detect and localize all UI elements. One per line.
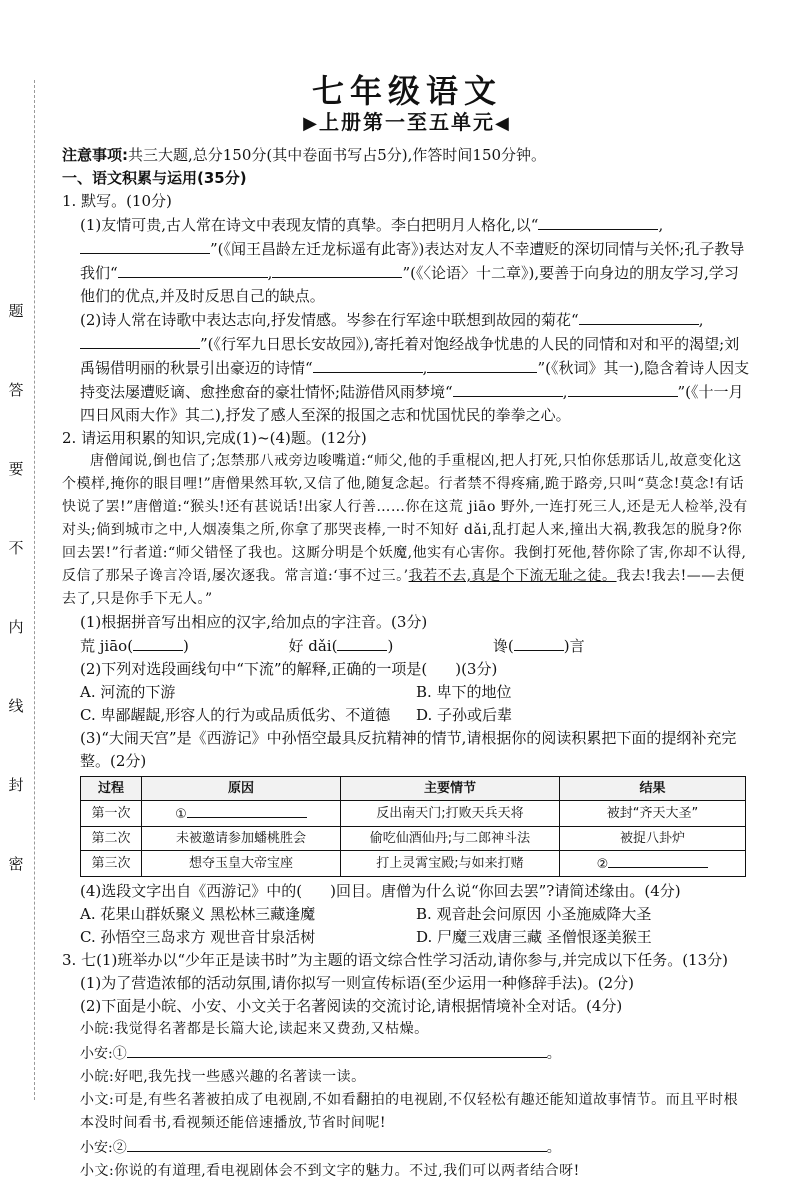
table-header-row xyxy=(81,777,746,801)
table-cell: 未被邀请参加蟠桃胜会 xyxy=(142,827,341,851)
answer-blank[interactable] xyxy=(127,1041,547,1058)
q1-text: ”(《行军九日思长安故园》),寄托着对饱经战争忧患的人民的同情和对和平的渴望;刘禹锡借明丽的秋景引出豪迈的诗情“ xyxy=(80,335,740,377)
blank-marker: ① xyxy=(175,807,187,822)
option-d: D. 尸魔三戏唐三藏 圣僧恨逐美猴王 xyxy=(416,928,652,946)
binding-dashed-line xyxy=(34,80,35,1100)
table-cell: 想夺玉皇大帝宝座 xyxy=(142,851,341,877)
answer-blank[interactable] xyxy=(187,801,307,818)
q2-heading: 2. 请运用积累的知识,完成(1)~(4)题。(12分) xyxy=(62,429,367,447)
option-row xyxy=(62,704,752,727)
q2-sub3: (3)“大闹天宫”是《西游记》中孙悟空最具反抗精神的情节,请根据你的阅读积累把下面的提纲补充完整。(2分) xyxy=(80,729,737,770)
table-cell: 被捉八卦炉 xyxy=(560,827,746,851)
option-c: C. 卑鄙龌龊,形容人的行为或品质低劣、不道德 xyxy=(80,706,391,724)
comma: , xyxy=(267,264,273,282)
paren: )言 xyxy=(563,637,585,655)
table-cell: 打上灵霄宝殿;与如来打赌 xyxy=(341,851,560,877)
answer-blank[interactable] xyxy=(579,308,699,325)
table-header: 结果 xyxy=(560,777,746,801)
story-text: 我去!我去!——去便去了,只是你手下无人。” xyxy=(62,568,745,607)
binding-char: 密 xyxy=(8,855,24,873)
binding-char: 题 xyxy=(8,302,24,320)
subtitle-text: 上册第一至五单元 xyxy=(319,110,495,134)
q1-text: (1)友情可贵,古人常在诗文中表现友情的真挚。李白把明月人格化,以“ xyxy=(80,216,539,234)
paren: ) xyxy=(387,637,394,655)
option-row xyxy=(62,681,752,704)
option-b: B. 卑下的地位 xyxy=(416,683,512,701)
table-row xyxy=(81,851,746,877)
answer-blank[interactable] xyxy=(568,380,678,397)
period: 。 xyxy=(546,1046,561,1062)
comma: , xyxy=(658,216,664,234)
option-a: A. 河流的下游 xyxy=(80,683,176,701)
table-cell[interactable] xyxy=(142,801,341,827)
answer-blank[interactable] xyxy=(337,634,387,651)
option-b: B. 观音赴会问原因 小圣施威降大圣 xyxy=(416,905,652,923)
answer-blank[interactable] xyxy=(272,261,402,278)
q3-sub2: (2)下面是小皖、小安、小文关于名著阅读的交流讨论,请根据情境补全对话。(4分) xyxy=(80,997,623,1015)
comma: , xyxy=(422,359,428,377)
blank-marker: ② xyxy=(596,857,609,872)
answer-blank[interactable] xyxy=(608,851,708,868)
table-header: 原因 xyxy=(142,777,341,801)
answer-blank[interactable] xyxy=(453,380,563,397)
notice xyxy=(62,144,752,167)
binding-char: 答 xyxy=(8,381,24,399)
binding-margin xyxy=(6,300,26,932)
binding-char: 不 xyxy=(8,539,24,557)
q2-sub2-score: )(3分) xyxy=(455,660,498,678)
table-cell: 第二次 xyxy=(81,827,142,851)
q2-sub4-text: (4)选段文字出自《西游记》中的( xyxy=(80,882,303,900)
answer-blank[interactable] xyxy=(538,213,658,230)
dialogue-line xyxy=(62,1041,752,1066)
q2-sub2 xyxy=(62,658,752,681)
story-passage xyxy=(62,450,752,611)
comma: , xyxy=(562,383,568,401)
table-cell: 第一次 xyxy=(81,801,142,827)
notice-label: 注意事项: xyxy=(62,146,128,164)
answer-blank[interactable] xyxy=(80,237,210,254)
q3-heading: 3. 七(1)班举办以“少年正是读书时”为主题的语文综合性学习活动,请你参与,并完成以下任务。(13分) xyxy=(62,951,728,969)
fill-label: 谗( xyxy=(492,637,514,655)
option-row xyxy=(62,903,752,926)
binding-char: 线 xyxy=(8,697,24,715)
q1-part2 xyxy=(62,308,752,427)
dialogue-line xyxy=(62,1135,752,1160)
dialogue-speaker: 小安:② xyxy=(80,1140,127,1156)
underlined-sentence: 我若不去,真是个下流无耻之徒。 xyxy=(408,568,617,584)
subtitle-row xyxy=(62,111,752,136)
dialogue-line: 小皖:我觉得名著都是长篇大论,读起来又费劲,又枯燥。 xyxy=(80,1021,429,1037)
option-a: A. 花果山群妖聚义 黑松林三藏逢魔 xyxy=(80,905,316,923)
subtitle xyxy=(303,111,511,135)
table-row xyxy=(81,801,746,827)
table-cell: 被封“齐天大圣” xyxy=(560,801,746,827)
q1-text: ”(《闻王昌龄左迁龙标遥有此寄》)表达对友人不幸遭贬的深切同情与关怀;孔子教导我们“ xyxy=(80,240,745,282)
dialogue-line: 小皖:好吧,我先找一些感兴趣的名著读一读。 xyxy=(80,1069,366,1085)
q1-part1 xyxy=(62,213,752,308)
q1-heading: 1. 默写。(10分) xyxy=(62,192,172,210)
page-title: 七年级语文 xyxy=(311,72,502,110)
q2-sub2-text: (2)下列对选段画线句中“下流”的解释,正确的一项是( xyxy=(80,660,428,678)
left-triangle-icon: ◀ xyxy=(495,113,511,134)
option-d: D. 子孙或后辈 xyxy=(416,706,513,724)
binding-char: 要 xyxy=(8,460,24,478)
binding-char: 内 xyxy=(8,618,24,636)
binding-char: 封 xyxy=(8,776,24,794)
table-cell: 偷吃仙酒仙丹;与二郎神斗法 xyxy=(341,827,560,851)
answer-blank[interactable] xyxy=(80,332,200,349)
exam-content xyxy=(62,72,752,1183)
table-cell: 反出南天门;打败天兵天将 xyxy=(341,801,560,827)
table-row xyxy=(81,827,746,851)
q3-sub1: (1)为了营造浓郁的活动氛围,请你拟写一则宣传标语(至少运用一种修辞手法)。(2分) xyxy=(80,974,634,992)
table-header: 过程 xyxy=(81,777,142,801)
dialogue-line: 小文:可是,有些名著被拍成了电视剧,不如看翻拍的电视剧,不仅轻松有趣还能知道故事情节。而且平时根本没时间看书,看视频还能倍速播放,节省时间呢! xyxy=(80,1092,739,1131)
section-heading: 一、语文积累与运用(35分) xyxy=(62,169,247,187)
table-cell: 第三次 xyxy=(81,851,142,877)
fill-label: 荒 jiāo( xyxy=(80,637,134,655)
q1-text: (2)诗人常在诗歌中表达志向,抒发情感。岑参在行军途中联想到故园的菊花“ xyxy=(80,311,579,329)
answer-blank[interactable] xyxy=(133,634,183,651)
story-text: 唐僧闻说,倒也信了;怎禁那八戒旁边唆嘴道:“师父,他的手重棍凶,把人打死,只怕你恁那话儿,故意变化这个模样,掩你的眼目哩!”唐僧果然耳软,又信了他,随复念起。行者禁不得疼痛,跪于路旁,只叫“莫念!莫念!有话快说了罢!”唐僧道:“猴头!还有甚说话!出家人行善……你在这荒 jiāo 野外,一连打死三人,还是无人检举,没有对头;倘到城市之中,人烟凑集之所,你拿了那哭丧棒,一时不知好 dǎi,乱打起人来,撞出大祸,教我怎的脱身?你回去罢!”行者道:“师父错怪了我也。这厮分明是个妖魔,他实有心害你。我倒打死他,替你除了害,你却不认得,反信了那呆子谗言冷语,屡次逐我。常言道:‘事不过三。’ xyxy=(62,453,748,584)
period: 。 xyxy=(546,1140,561,1156)
dialogue-speaker: 小安:① xyxy=(80,1046,127,1062)
answer-blank[interactable] xyxy=(427,356,537,373)
table-cell[interactable] xyxy=(560,851,746,877)
q2-fill-row xyxy=(62,634,752,658)
right-triangle-icon: ▶ xyxy=(303,113,319,134)
answer-blank[interactable] xyxy=(127,1135,547,1152)
answer-blank[interactable] xyxy=(118,261,268,278)
comma: , xyxy=(698,311,704,329)
table-header: 主要情节 xyxy=(341,777,560,801)
fill-label: 好 dǎi( xyxy=(288,637,338,655)
option-row xyxy=(62,926,752,949)
answer-blank[interactable] xyxy=(313,356,423,373)
answer-blank[interactable] xyxy=(514,634,564,651)
q1-text: ”(《十一月四日风雨大作》其二),抒发了感人至深的报国之志和忧国忧民的拳拳之心。 xyxy=(80,383,744,424)
q2-sub4-text: )回目。唐僧为什么说“你回去罢”?请简述缘由。(4分) xyxy=(330,882,681,900)
dialogue-line: 小文:你说的有道理,看电视剧体会不到文字的魅力。不过,我们可以两者结合呀! xyxy=(80,1163,580,1179)
paren: ) xyxy=(183,637,189,655)
q2-sub1: (1)根据拼音写出相应的汉字,给加点的字注音。(3分) xyxy=(80,613,428,631)
notice-text: 共三大题,总分150分(其中卷面书写占5分),作答时间150分钟。 xyxy=(128,146,547,164)
q1-text: ”(《秋词》其一),隐含着诗人因支持变法屡遭贬谪、愈挫愈奋的豪壮情怀;陆游借风雨梦境“ xyxy=(80,359,750,401)
q1-text: ”(《〈论语〉十二章》),要善于向身边的朋友学习,学习他们的优点,并及时反思自己的缺点。 xyxy=(80,264,739,305)
outline-table xyxy=(80,776,746,877)
option-c: C. 孙悟空三岛求方 观世音甘泉活树 xyxy=(80,928,316,946)
q2-sub4 xyxy=(62,880,752,903)
